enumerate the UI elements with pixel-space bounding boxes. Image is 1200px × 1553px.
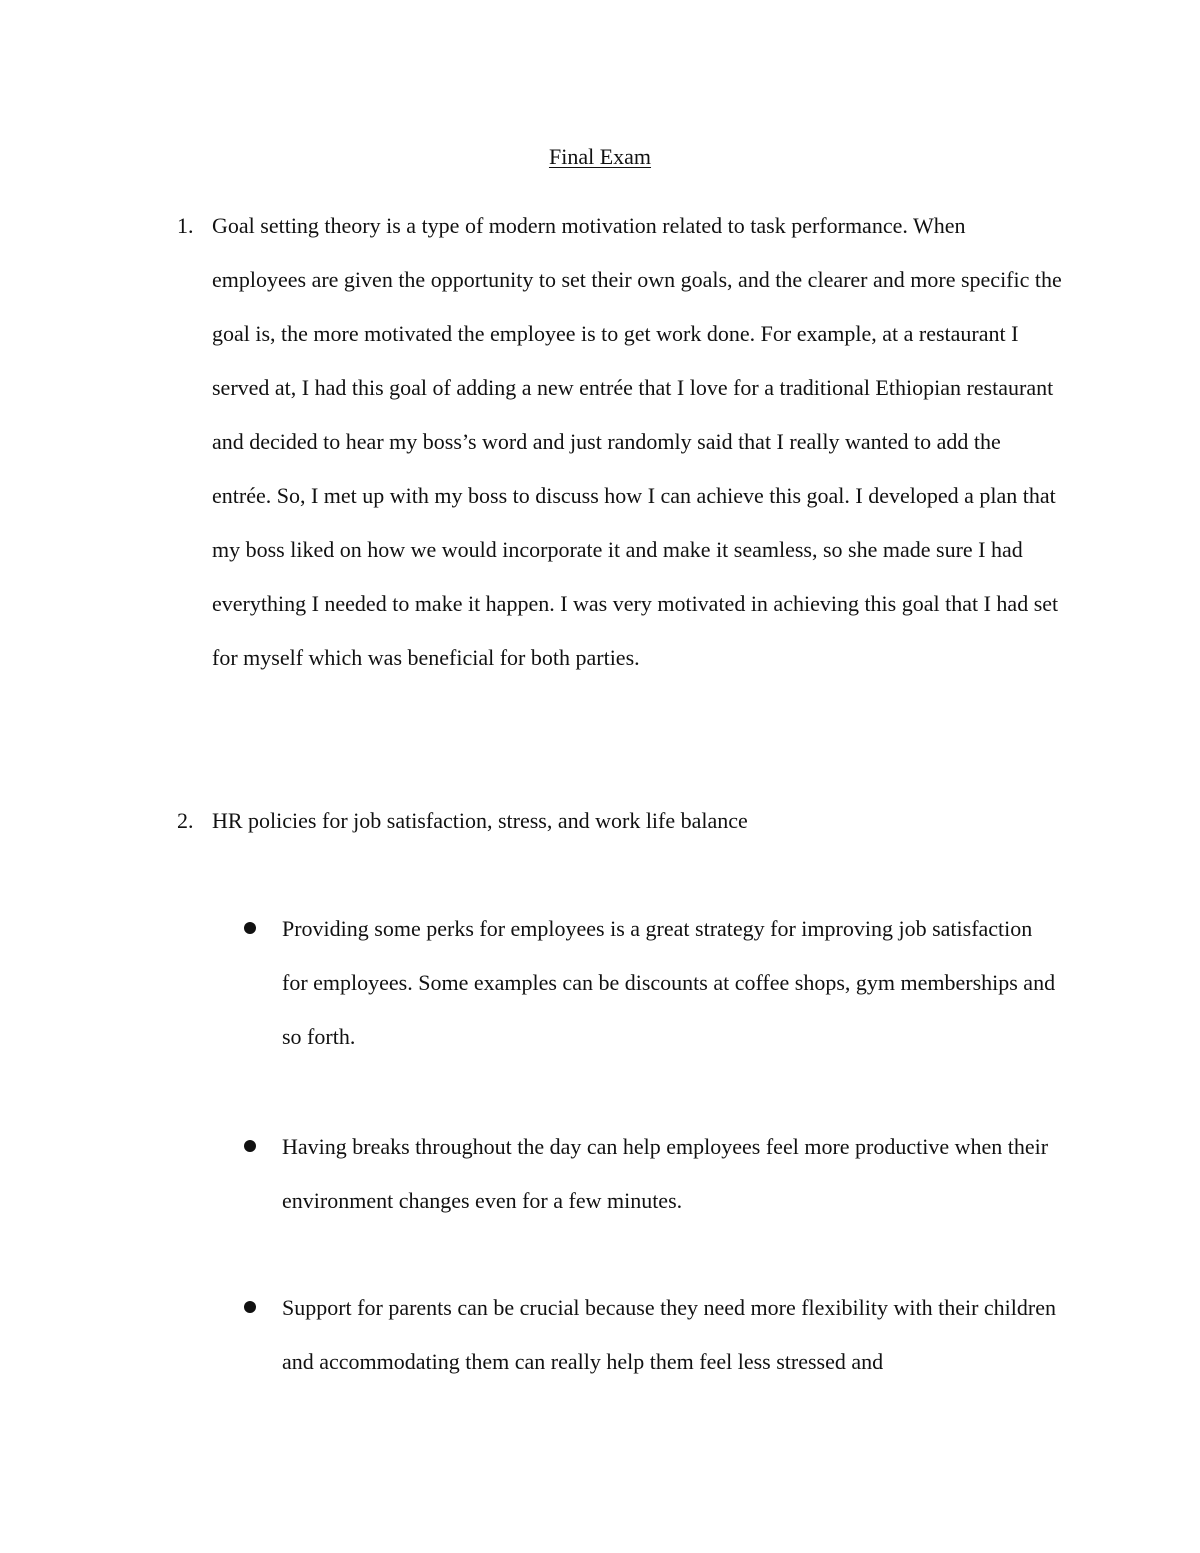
- bullet-dot-icon: [244, 922, 256, 934]
- question-1-text: Goal setting theory is a type of modern motivation related to task performance. When employees are given the opportunity to set their own goals, and the clearer and more specific the goal is, the more motivated the employee is to get work done. For example, at a restaurant I served at, I had this goal of adding a new entrée that I love for a traditional Ethiopian restaurant and decided to hear my boss’s word and just randomly said that I really wanted to add the entrée. So, I met up with my boss to discuss how I can achieve this goal. I developed a plan that my boss liked on how we would incorporate it and make it seamless, so she made sure I had everything I needed to make it happen. I was very motivated in achieving this goal that I had set for myself which was beneficial for both parties.: [212, 213, 1062, 670]
- bullet-item-parents: Support for parents can be crucial because they need more flexibility with their children and accommodating them can really help them feel less stressed and: [282, 1295, 1056, 1374]
- bullet-item-perks: Providing some perks for employees is a great strategy for improving job satisfaction for employees. Some examples can be discounts at coffee shops, gym memberships and so forth.: [282, 916, 1056, 1049]
- question-2-text: HR policies for job satisfaction, stress, and work life balance: [212, 808, 748, 833]
- bullet-item-breaks: Having breaks throughout the day can help employees feel more productive when their environment changes even for a few minutes.: [282, 1134, 1049, 1213]
- question-1-number: 1.: [177, 213, 194, 238]
- document-title-text: Final Exam: [548, 144, 652, 169]
- bullet-dot-icon: [244, 1301, 256, 1313]
- question-2-number: 2.: [177, 808, 194, 833]
- bullet-dot-icon: [244, 1140, 256, 1152]
- document-title: [0, 143, 1200, 171]
